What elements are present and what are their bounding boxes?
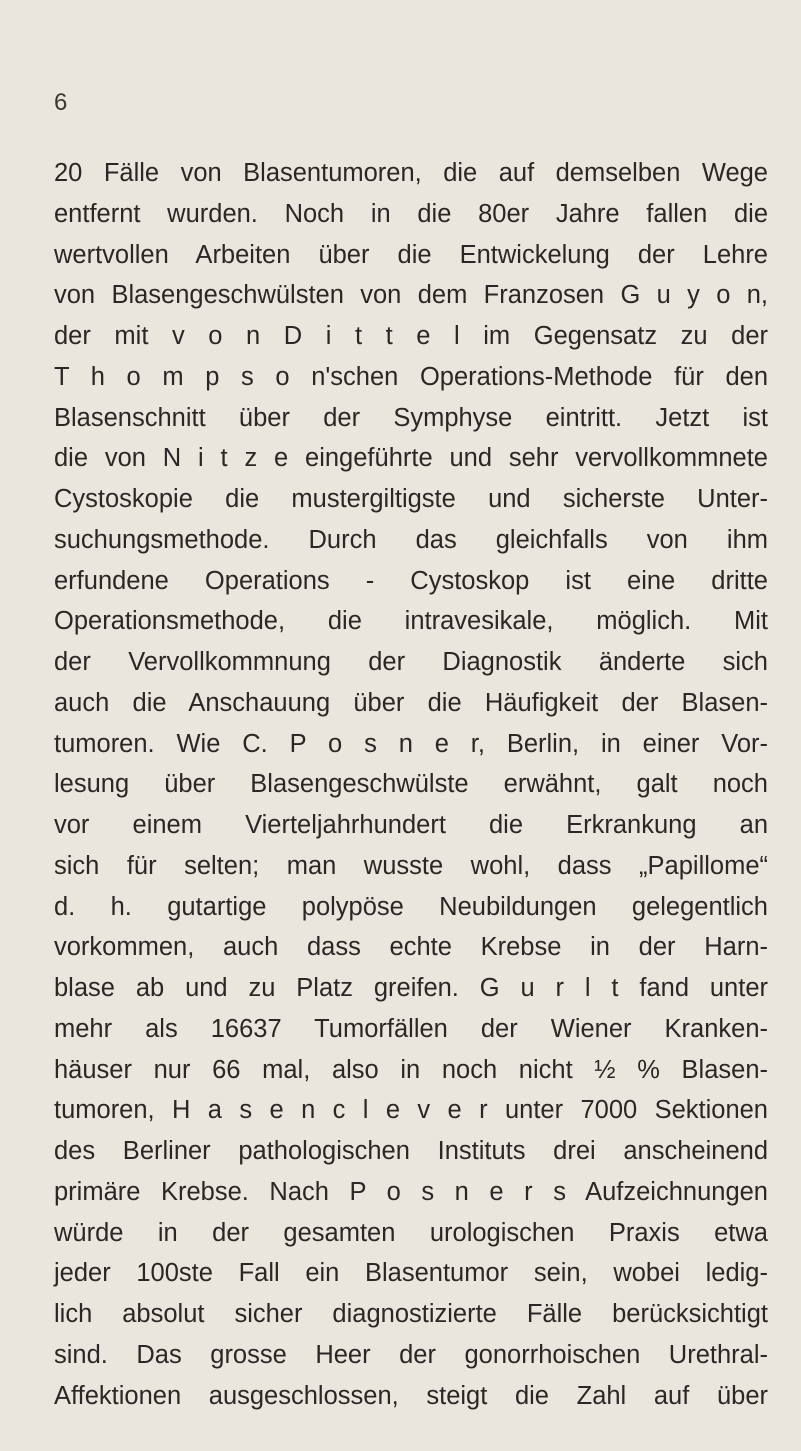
text-line: vor einem Vierteljahrhundert die Erkrankung an xyxy=(54,811,768,839)
text-line: blase ab und zu Platz greifen. G u r l t fand unter xyxy=(54,974,768,1002)
text-line: T h o m p s o n'schen Operations-Methode für den xyxy=(54,362,768,391)
text-line: des Berliner pathologischen Instituts drei anscheinend xyxy=(54,1137,768,1165)
text-line: sich für selten; man wusste wohl, dass „Papillome“ xyxy=(54,851,768,880)
text-line: tumoren, H a s e n c l e v e r unter 7000 Sektionen xyxy=(54,1096,768,1125)
text-line: die von N i t z e eingeführte und sehr vervollkommnete xyxy=(54,444,768,473)
text-line: tumoren. Wie C. P o s n e r, Berlin, in einer Vor- xyxy=(54,729,768,758)
text-line: lesung über Blasengeschwülste erwähnt, galt noch xyxy=(54,770,768,799)
text-line: wertvollen Arbeiten über die Entwickelung der Lehre xyxy=(54,240,768,269)
text-line: Blasenschnitt über der Symphyse eintritt. Jetzt ist xyxy=(54,403,768,432)
text-line: Operationsmethode, die intravesikale, möglich. Mit xyxy=(54,607,768,636)
text-line: erfundene Operations - Cystoskop ist eine dritte xyxy=(54,566,768,595)
text-line: 20 Fälle von Blasentumoren, die auf demselben Wege xyxy=(54,159,768,187)
text-line: d. h. gutartige polypöse Neubildungen gelegentlich xyxy=(54,892,768,921)
text-line: mehr als 16637 Tumorfällen der Wiener Kranken- xyxy=(54,1014,768,1043)
text-line: entfernt wurden. Noch in die 80er Jahre fallen die xyxy=(54,199,768,228)
text-line: auch die Anschauung über die Häufigkeit der Blasen- xyxy=(54,688,768,717)
page-number: 6 xyxy=(54,89,68,116)
text-line: jeder 100ste Fall ein Blasentumor sein, wobei ledig- xyxy=(54,1259,768,1288)
text-line: würde in der gesamten urologischen Praxis etwa xyxy=(54,1218,768,1247)
text-line: Cystoskopie die mustergiltigste und sicherste Unter- xyxy=(54,485,768,513)
text-line: der mit v o n D i t t e l im Gegensatz zu der xyxy=(54,322,768,350)
text-line: häuser nur 66 mal, also in noch nicht ½ % Blasen- xyxy=(54,1055,768,1084)
text-line: vorkommen, auch dass echte Krebse in der Harn- xyxy=(54,933,768,962)
text-line: sind. Das grosse Heer der gonorrhoischen Urethral- xyxy=(54,1340,768,1369)
text-line: lich absolut sicher diagnostizierte Fälle berücksichtigt xyxy=(54,1300,768,1328)
body-text xyxy=(54,153,768,1416)
text-line: von Blasengeschwülsten von dem Franzosen G u y o n, xyxy=(54,281,768,310)
text-line: Affektionen ausgeschlossen, steigt die Zahl auf über xyxy=(54,1381,768,1410)
text-line: primäre Krebse. Nach P o s n e r s Aufzeichnungen xyxy=(54,1177,768,1206)
text-line: suchungsmethode. Durch das gleichfalls von ihm xyxy=(54,525,768,554)
text-line: der Vervollkommnung der Diagnostik änderte sich xyxy=(54,648,768,676)
